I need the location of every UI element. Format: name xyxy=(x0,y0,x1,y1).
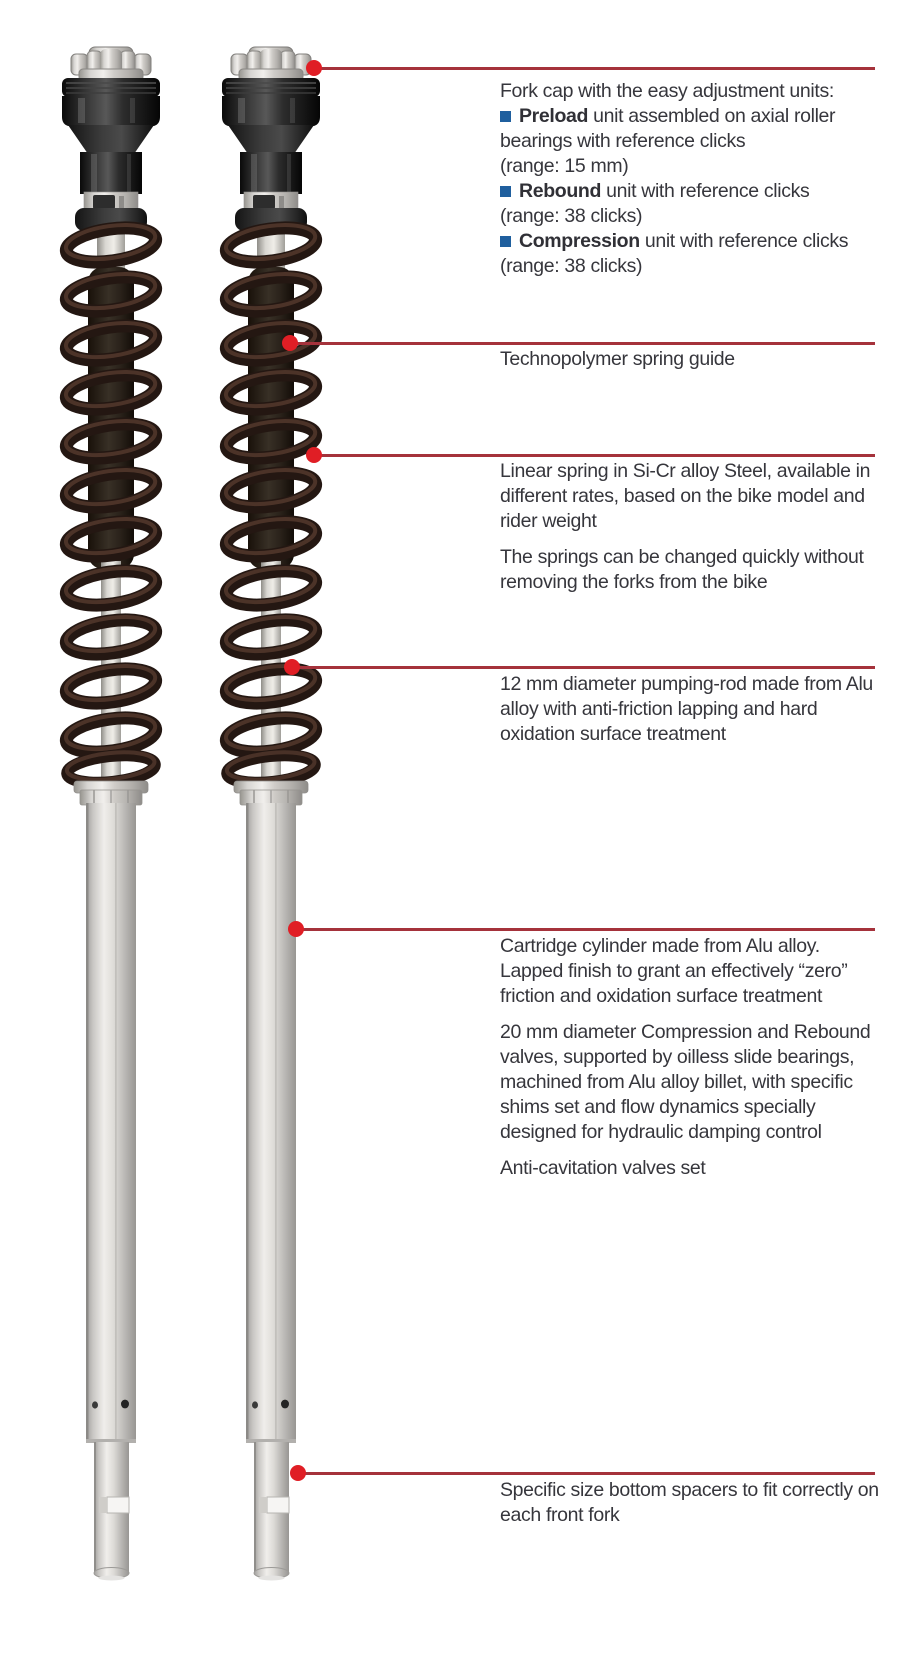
fork-cartridge-image-right xyxy=(191,45,351,1581)
bullet-text: unit with reference clicks xyxy=(639,230,849,252)
annotation-spring-guide xyxy=(500,347,882,372)
annotation-text: The springs can be changed quickly without removing the forks from the bike xyxy=(500,546,864,593)
bullet-square-icon xyxy=(500,236,511,247)
annotation-bottom-spacers xyxy=(500,1478,882,1528)
annotation-linear-spring xyxy=(500,459,882,595)
bullet-square-icon xyxy=(500,186,511,197)
leader-line-pumping-rod xyxy=(292,666,875,669)
bullet-preload-range: (range: 15 mm) xyxy=(500,155,629,177)
annotation-text: Linear spring in Si-Cr alloy Steel, available in different rates, based on the bike model and rider weight xyxy=(500,460,871,532)
leader-line-fork-cap xyxy=(314,67,875,70)
annotation-text: 20 mm diameter Compression and Rebound valves, supported by oilless slide bearings, machined from Alu alloy billet, with specific shims set and flow dynamics specially designed for hydraulic damping control xyxy=(500,1021,871,1143)
leader-line-cartridge xyxy=(296,928,875,931)
fork-cartridge-image-left xyxy=(31,45,191,1581)
leader-line-bottom-spacers xyxy=(298,1472,875,1475)
bullet-rebound xyxy=(500,179,882,204)
bullet-compression xyxy=(500,229,882,254)
annotation-fork-cap xyxy=(500,79,882,279)
callout-dot-spring-guide xyxy=(282,335,298,351)
callout-dot-fork-cap xyxy=(306,60,322,76)
bullet-compression-range: (range: 38 clicks) xyxy=(500,255,643,277)
callout-dot-bottom-spacers xyxy=(290,1465,306,1481)
callout-dot-cartridge xyxy=(288,921,304,937)
bullet-term: Preload xyxy=(519,105,589,127)
annotation-cartridge xyxy=(500,934,882,1181)
bullet-term: Rebound xyxy=(519,180,602,202)
leader-line-linear-spring xyxy=(314,454,875,457)
callout-dot-linear-spring xyxy=(306,447,322,463)
annotation-text: 12 mm diameter pumping-rod made from Alu alloy with anti-friction lapping and hard oxidation surface treatment xyxy=(500,673,873,745)
bullet-preload xyxy=(500,104,882,154)
annotation-text: Technopolymer spring guide xyxy=(500,348,735,370)
bullet-term: Compression xyxy=(519,230,640,252)
leader-line-spring-guide xyxy=(290,342,875,345)
bullet-text: unit assembled on axial roller bearings with reference clicks xyxy=(500,105,836,152)
annotation-pumping-rod xyxy=(500,672,882,747)
annotation-text: Cartridge cylinder made from Alu alloy. Lapped finish to grant an effectively “zero” friction and oxidation surface treatment xyxy=(500,935,848,1007)
annotation-title: Fork cap with the easy adjustment units: xyxy=(500,80,834,102)
bullet-rebound-range: (range: 38 clicks) xyxy=(500,205,643,227)
callout-dot-pumping-rod xyxy=(284,659,300,675)
bullet-text: unit with reference clicks xyxy=(601,180,810,202)
annotation-text: Specific size bottom spacers to fit correctly on each front fork xyxy=(500,1479,879,1526)
annotation-text: Anti-cavitation valves set xyxy=(500,1157,706,1179)
bullet-square-icon xyxy=(500,111,511,122)
